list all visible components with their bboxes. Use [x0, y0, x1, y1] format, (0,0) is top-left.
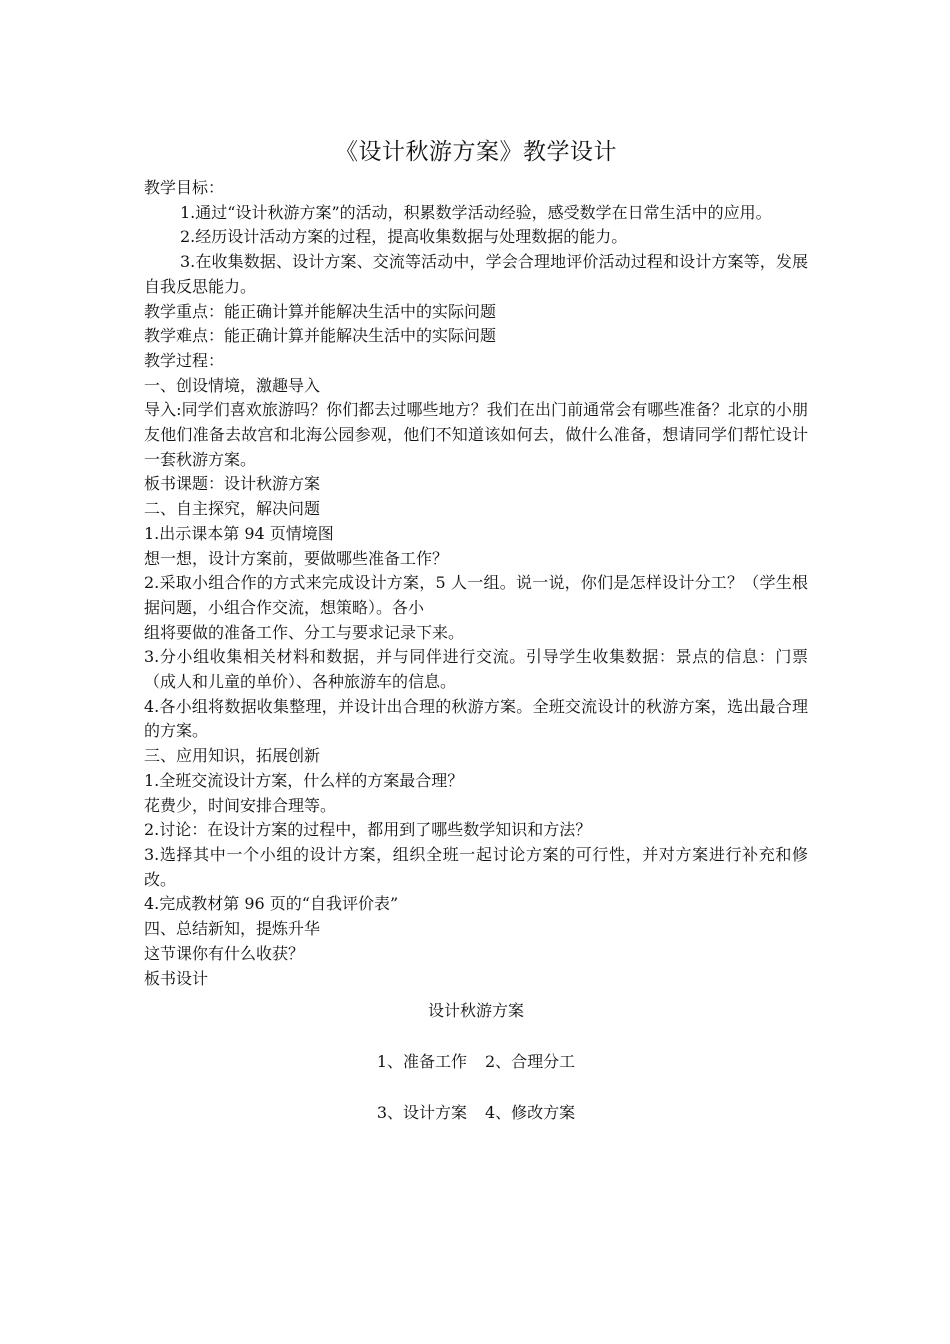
objective-3: 3.在收集数据、设计方案、交流等活动中，学会合理地评价活动过程和设计方案等，发展自我反思能力。	[144, 252, 808, 296]
section2-heading: 二、自主探究，解决问题	[144, 499, 321, 519]
board-title: 设计秋游方案	[427, 1001, 524, 1021]
section1-board-topic: 板书课题：设计秋游方案	[144, 474, 321, 494]
objectives-label: 教学目标：	[144, 178, 225, 197]
board-item-revise: 4、修改方案	[485, 1103, 576, 1123]
board-item-design: 3、设计方案	[376, 1103, 467, 1123]
section1-heading: 一、创设情境，激趣导入	[144, 375, 321, 395]
document-title: 《设计秋游方案》教学设计	[335, 139, 617, 165]
section3-step3: 3.选择其中一个小组的设计方案，组织全班一起讨论方案的可行性，并对方案进行补充和修改。	[144, 844, 808, 889]
board-item-division: 2、合理分工	[485, 1052, 576, 1072]
key-point: 教学重点：能正确计算并能解决生活中的实际问题	[144, 301, 497, 321]
section4-question: 这节课你有什么收获？	[144, 943, 305, 963]
section4-heading: 四、总结新知，提炼升华	[144, 919, 321, 939]
difficult-point: 教学难点：能正确计算并能解决生活中的实际问题	[144, 326, 497, 346]
section3-step1-answer: 花费少，时间安排合理等。	[144, 795, 337, 815]
section2-step3: 3.分小组收集相关材料和数据，并与同伴进行交流。引导学生收集数据：景点的信息：门票（成人和儿童的单价）、各种旅游车的信息。	[144, 647, 808, 692]
process-label: 教学过程：	[144, 350, 225, 370]
objective-1: 1.通过“设计秋游方案”的活动，积累数学活动经验，感受数学在日常生活中的应用。	[180, 202, 772, 222]
section2-step2: 2.采取小组合作的方式来完成设计方案，5 人一组。说一说，你们是怎样设计分工？（学生根据问题，小组合作交流，想策略）。各小	[144, 573, 808, 617]
board-row-1	[144, 1050, 808, 1074]
section2-step1-question: 想一想，设计方案前，要做哪些准备工作？	[144, 548, 449, 568]
board-item-prepare: 1、准备工作	[376, 1052, 467, 1072]
board-label: 板书设计	[144, 968, 209, 988]
objective-2: 2.经历设计活动方案的过程，提高收集数据与处理数据的能力。	[180, 227, 628, 247]
document-page	[144, 130, 808, 1125]
section2-step2-cont: 组将要做的准备工作、分工与要求记录下来。	[144, 622, 465, 642]
section3-step1: 1.全班交流设计方案，什么样的方案最合理？	[144, 770, 464, 790]
section1-intro: 导入:同学们喜欢旅游吗？你们都去过哪些地方？我们在出门前通常会有哪些准备？北京的小朋友他们准备去故宫和北海公园参观，他们不知道该如何去，做什么准备，想请同学们帮忙设计一套秋游方案。	[144, 400, 808, 469]
section3-step4: 4.完成教材第 96 页的“自我评价表”	[144, 894, 399, 914]
section3-step2: 2.讨论：在设计方案的过程中，都用到了哪些数学知识和方法？	[144, 820, 592, 840]
section2-step4: 4.各小组将数据收集整理，并设计出合理的秋游方案。全班交流设计的秋游方案，选出最合理的方案。	[144, 696, 808, 741]
section3-heading: 三、应用知识，拓展创新	[144, 746, 321, 766]
section2-step1: 1.出示课本第 94 页情境图	[144, 523, 334, 543]
board-row-2	[144, 1101, 808, 1125]
